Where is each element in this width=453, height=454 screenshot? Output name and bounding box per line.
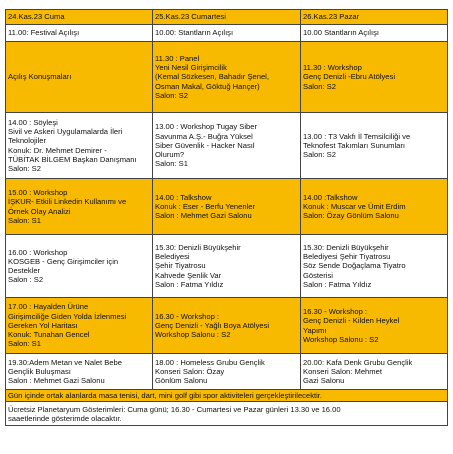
event-cell: 13.00 : Workshop Tugay Siber Savunma A.Ş.- Buğra Yüksel Siber Güvenlik - Hacker Nasıl Olurum? Salon: S1	[153, 113, 301, 179]
event-cell: 15.30: Denizli Büyükşehir Belediyesi Şehir Tiyatrosu Kahvede Şenlik Var Salon : Fatma Yıldız	[153, 235, 301, 298]
event-cell: 15.30: Denizli Büyükşehir Belediyesi Şehir Tiyatrosu Söz Sende Doğaçlama Tiyatro Gösterisi Salon : Fatma Yıldız	[301, 235, 448, 298]
event-cell: Açılış Konuşmaları	[6, 42, 153, 113]
schedule-row	[6, 354, 448, 390]
festival-schedule-table	[5, 9, 448, 426]
event-cell: 15.00 : Workshop İŞKUR- Etkili Linkedin Kullanımı ve Örnek Olay Analizi Salon: S1	[6, 179, 153, 235]
event-cell: 13.00 : T3 Vakfı İl Temsilciliği ve Teknofest Takımları Sunumları Salon: S2	[301, 113, 448, 179]
event-cell: 14.00 : Talkshow Konuk : Eser - Berfu Yenenler Salon : Mehmet Gazi Salonu	[153, 179, 301, 235]
event-cell: 16.30 - Workshop : Genç Denizli - Kilden Heykel Yapımı Workshop Salonu : S2	[301, 298, 448, 354]
event-cell: 10.00 Stantların Açılışı	[301, 25, 448, 42]
schedule-row	[6, 113, 448, 179]
header-row	[6, 10, 448, 25]
event-cell: 14.00 :Talkshow Konuk : Muscar ve Ümit Erdim Salon: Özay Gönlüm Salonu	[301, 179, 448, 235]
event-cell: 16.30 - Workshop : Genç Denizli - Yağlı Boya Atölyesi Workshop Salonu : S2	[153, 298, 301, 354]
event-cell: 10.00: Stantların Açılışı	[153, 25, 301, 42]
note-row	[6, 402, 448, 426]
schedule-row	[6, 25, 448, 42]
event-cell: 14.00 : Söyleşi Sivil ve Askeri Uygulamalarda İleri Teknolojiler Konuk: Dr. Mehmet Demirer - TÜBİTAK BİLGEM Başkan Danışmanı Salon: S2	[6, 113, 153, 179]
schedule-row	[6, 235, 448, 298]
event-cell: 16.00 : Workshop KOSGEB - Genç Girişimciler için Destekler Salon : S2	[6, 235, 153, 298]
event-cell: 11.30 : Workshop Genç Denizli -Ebru Atölyesi Salon: S2	[301, 42, 448, 113]
event-cell: 17.00 : Hayalden Ürüne Girişimciliğe Giden Yolda İzlenmesi Gereken Yol Haritası Konuk: Tunahan Gencel Salon: S1	[6, 298, 153, 354]
schedule-row	[6, 42, 448, 113]
sports-activities-note: Gün içinde ortak alanlarda masa tenisi, dart, mini golf gibi spor aktiviteleri gerçekleştirilecektir.	[6, 390, 448, 402]
event-cell: 19.30:Adem Metan ve Nalet Bebe Gençlik Buluşması Salon : Mehmet Gazi Salonu	[6, 354, 153, 390]
day-header-sunday: 26.Kas.23 Pazar	[301, 10, 448, 25]
schedule-wrapper	[5, 9, 448, 426]
event-cell: 11.30 : Panel Yeni Nesil Girişimcilik (Kemal Sözkesen, Bahadır Şenel, Osman Makal, Göktuğ Hançer) Salon: S2	[153, 42, 301, 113]
schedule-row	[6, 179, 448, 235]
day-header-friday: 24.Kas.23 Cuma	[6, 10, 153, 25]
event-cell: 18.00 : Homeless Grubu Gençlik Konseri Salon: Özay Gönlüm Salonu	[153, 354, 301, 390]
event-cell: 20.00: Kafa Denk Grubu Gençlik Konseri Salon: Mehmet Gazi Salonu	[301, 354, 448, 390]
day-header-saturday: 25.Kas.23 Cumartesi	[153, 10, 301, 25]
note-row	[6, 390, 448, 402]
event-cell: 11.00: Festival Açılışı	[6, 25, 153, 42]
schedule-row	[6, 298, 448, 354]
planetarium-note: Ücretsiz Planetaryum Gösterimleri: Cuma günü; 16.30 - Cumartesi ve Pazar günleri 13.30 ve 16.00 saaetlerinde gösterimde olacaktır.	[6, 402, 448, 426]
